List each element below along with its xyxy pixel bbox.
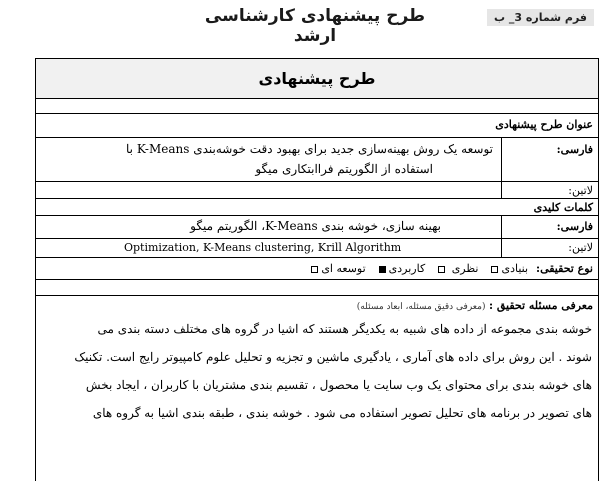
keywords-persian-row — [36, 216, 598, 239]
persian-title-line-2: استفاده از الگوریتم فراابتکاری میگو — [255, 162, 433, 176]
persian-title-row — [36, 138, 598, 182]
checkbox-checked-icon[interactable] — [379, 266, 386, 273]
research-type-option-basic[interactable] — [488, 262, 528, 275]
persian-title-line-1: توسعه یک روش بهینه‌سازی جدید برای بهبود دقت خوشه‌بندی K-Means با — [126, 142, 493, 156]
blank-row — [36, 280, 598, 296]
page-title: طرح پیشنهادی کارشناسی ارشد — [204, 6, 426, 46]
problem-line: شوند . این روش برای داده های آماری ، یادگیری ماشین و تجزیه و تحلیل علوم کامپیوتر رایج است. تکنیک — [74, 350, 592, 364]
research-type-row — [36, 258, 598, 280]
latin-title-value — [36, 182, 501, 198]
proposal-form — [35, 58, 599, 481]
keywords-label: کلمات کلیدی — [533, 201, 593, 214]
checkbox-icon[interactable] — [491, 266, 498, 273]
problem-line: های خوشه بندی برای محتوای یک وب سایت یا محصول ، تقسیم بندی مشتریان با کاربران ، ایجاد بخش — [85, 378, 592, 392]
problem-line: خوشه بندی مجموعه از داده های شبیه به یکدیگر هستند که اشیا در گروه های مختلف دسته بندی می — [97, 322, 592, 336]
problem-hint: (معرفی دقیق مسئله، ابعاد مسئله) — [356, 302, 486, 312]
research-type-option-developmental[interactable] — [308, 262, 365, 275]
keywords-latin-row — [36, 239, 598, 258]
proposal-title-label: عنوان طرح پیشنهادی — [495, 118, 593, 131]
keywords-persian-label: فارسی: — [501, 216, 598, 238]
proposal-title-row — [36, 114, 598, 138]
latin-title-label: لاتین: — [501, 182, 598, 198]
option-label: کاربردی — [388, 262, 426, 275]
keywords-header-row — [36, 199, 598, 216]
keywords-latin-value: Optimization, K-Means clustering, Krill Algorithm — [124, 241, 402, 254]
research-type-option-theoretical[interactable] — [435, 262, 478, 275]
research-type-label: نوع تحقیقی: — [536, 262, 593, 275]
checkbox-icon[interactable] — [438, 266, 445, 273]
problem-line: های تصویر در برنامه های تحلیل تصویر استفاده می شود . خوشه بندی ، طبقه بندی اشیا به گروه های — [92, 406, 592, 420]
persian-title-label: فارسی: — [501, 138, 598, 181]
form-main-title: طرح پیشنهادی — [36, 59, 598, 99]
option-label: بنیادی — [501, 262, 529, 275]
problem-description — [36, 312, 598, 427]
option-label: نظری — [451, 262, 479, 275]
problem-label: معرفی مسئله تحقیق : — [488, 299, 593, 312]
checkbox-icon[interactable] — [311, 266, 318, 273]
keywords-persian-value: بهینه سازی، خوشه بندی K-Means، الگوریتم میگو — [190, 219, 441, 233]
research-type-option-applied[interactable] — [376, 262, 426, 275]
blank-row — [36, 99, 598, 114]
problem-header — [36, 296, 598, 312]
latin-title-row — [36, 182, 598, 199]
form-code-badge: فرم شماره 3_ ب — [487, 9, 594, 26]
persian-title-value — [36, 138, 501, 181]
keywords-latin-label: لاتین: — [501, 239, 598, 257]
option-label: توسعه ای — [321, 262, 366, 275]
